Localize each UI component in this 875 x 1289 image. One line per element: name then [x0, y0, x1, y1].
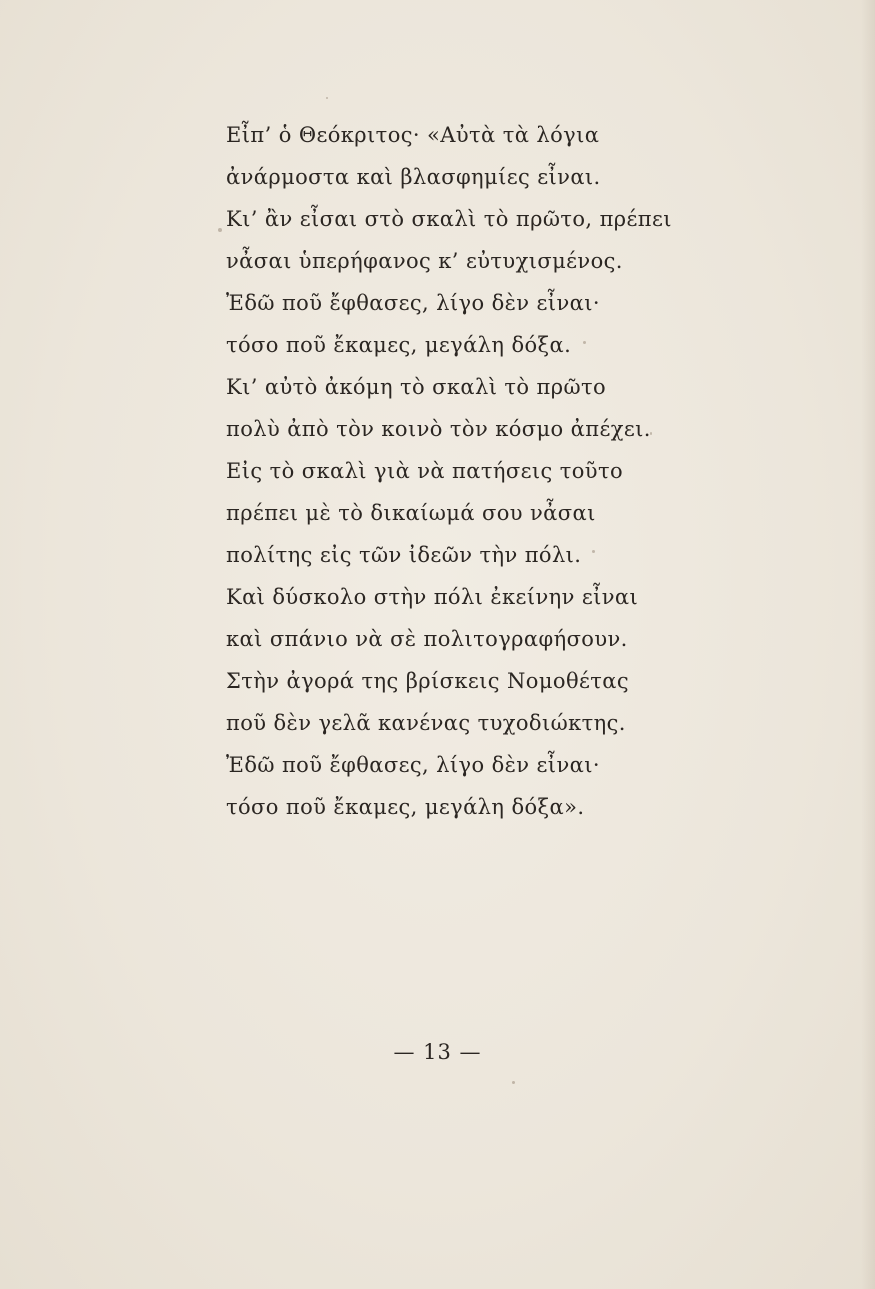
poem-line: Κι’ ἂν εἶσαι στὸ σκαλὶ τὸ πρῶτο, πρέπει: [226, 207, 672, 231]
poem-line: Κι’ αὐτὸ ἀκόμη τὸ σκαλὶ τὸ πρῶτο: [226, 375, 607, 399]
paper-speck: [326, 97, 328, 99]
poem-line: τόσο ποῦ ἔκαμες, μεγάλη δόξα.: [226, 333, 572, 357]
poem-line: καὶ σπάνιο νὰ σὲ πολιτογραφήσουν.: [226, 627, 628, 651]
poem-line: ποῦ δὲν γελᾶ κανένας τυχοδιώκτης.: [226, 711, 626, 735]
poem-line: Ἐδῶ ποῦ ἔφθασες, λίγο δὲν εἶναι·: [226, 753, 600, 777]
poem-line: τόσο ποῦ ἔκαμες, μεγάλη δόξα».: [226, 795, 585, 819]
poem-text: [226, 114, 786, 828]
paper-speck: [218, 228, 222, 232]
poem-line: πολίτης εἰς τῶν ἰδεῶν τὴν πόλι.: [226, 543, 582, 567]
poem-line: πρέπει μὲ τὸ δικαίωμά σου νἆσαι: [226, 501, 596, 525]
poem-line: ἀνάρμοστα καὶ βλασφημίες εἶναι.: [226, 165, 601, 189]
page-number: — 13 —: [393, 1040, 482, 1064]
page-edge-shadow: [861, 0, 875, 1289]
poem-line: Καὶ δύσκολο στὴν πόλι ἐκείνην εἶναι: [226, 585, 639, 609]
paper-speck: [512, 1081, 515, 1084]
poem-line: πολὺ ἀπὸ τὸν κοινὸ τὸν κόσμο ἀπέχει.: [226, 417, 651, 441]
poem-line: νἆσαι ὑπερήφανος κ’ εὐτυχισμένος.: [226, 249, 623, 273]
poem-line: Ἐδῶ ποῦ ἔφθασες, λίγο δὲν εἶναι·: [226, 291, 600, 315]
poem-line: Εἶπ’ ὁ Θεόκριτος· «Αὐτὰ τὰ λόγια: [226, 123, 600, 147]
poem-line: Στὴν ἀγορά της βρίσκεις Νομοθέτας: [226, 669, 630, 693]
poem-line: Εἰς τὸ σκαλὶ γιὰ νὰ πατήσεις τοῦτο: [226, 459, 624, 483]
